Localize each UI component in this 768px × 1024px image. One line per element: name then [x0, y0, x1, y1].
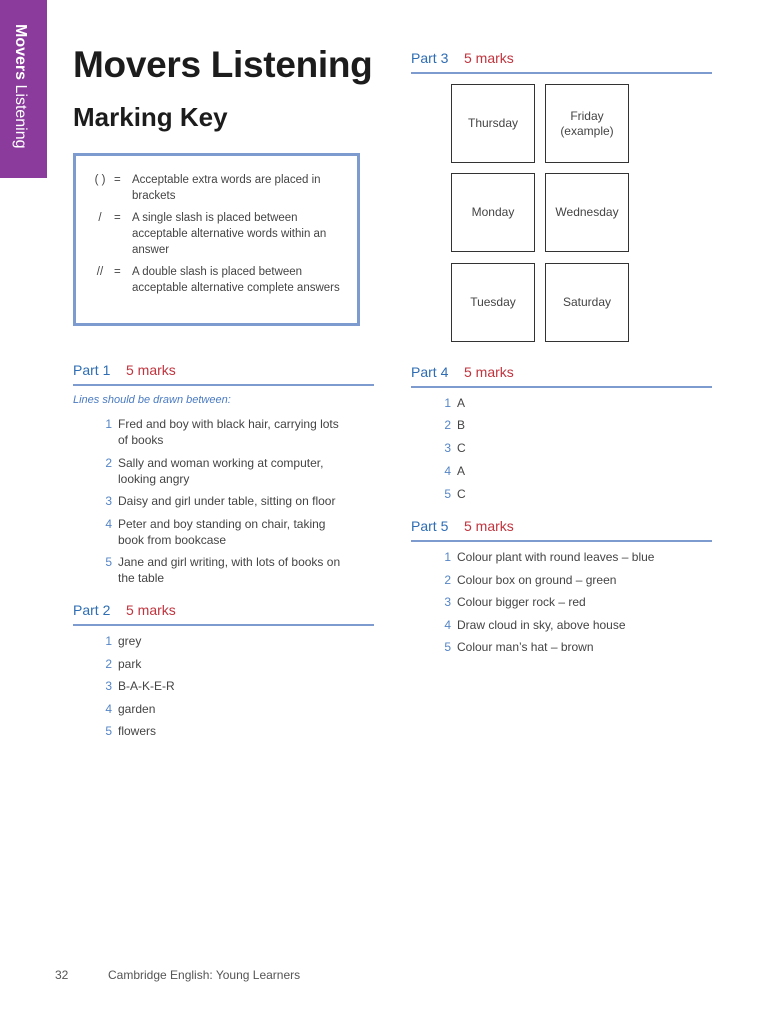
part5-rule [411, 540, 712, 542]
page-subtitle: Marking Key [73, 102, 228, 132]
item-text: Colour man’s hat – brown [457, 640, 594, 654]
part3-rule [411, 72, 712, 74]
key-equals: = [114, 174, 121, 186]
key-description: A double slash is placed between acceptable alternative complete answers [132, 266, 340, 294]
item-text: C [457, 441, 466, 455]
part5-label: Part 5 [411, 518, 449, 534]
item-number: 2 [105, 657, 112, 671]
key-description: A single slash is placed between acceptable alternative words within an answer [132, 212, 327, 256]
item-text: B-A-K-E-R [118, 679, 175, 693]
key-symbol: ( ) [94, 174, 106, 186]
item-text: garden [118, 702, 156, 716]
day-box-friday-example: Friday (example) [545, 84, 629, 163]
key-description: Acceptable extra words are placed in brackets [132, 174, 321, 202]
item-text: Jane and girl writing, with lots of books on the table [118, 555, 341, 585]
item-text: B [457, 418, 466, 432]
day-box-tuesday: Tuesday [451, 263, 535, 342]
item-number: 3 [444, 595, 451, 609]
part4-marks: 5 marks [464, 364, 514, 380]
part1-rule [73, 384, 374, 386]
part2-marks: 5 marks [126, 602, 176, 618]
marking-key-box [73, 153, 360, 326]
item-text: Peter and boy standing on chair, taking book from bookcase [118, 517, 326, 547]
part4-heading [411, 364, 712, 384]
key-equals: = [114, 212, 121, 224]
part3-heading [411, 50, 712, 70]
part5-heading [411, 518, 712, 538]
item-text: flowers [118, 724, 157, 738]
item-number: 5 [444, 640, 451, 654]
item-number: 4 [105, 517, 112, 531]
item-number: 3 [105, 494, 112, 508]
item-text: Daisy and girl under table, sitting on floor [118, 494, 336, 508]
part2-heading [73, 602, 374, 622]
footer-source: Cambridge English: Young Learners [108, 968, 301, 982]
item-number: 1 [444, 550, 451, 564]
item-text: Colour plant with round leaves – blue [457, 550, 655, 564]
part4-rule [411, 386, 712, 388]
item-number: 3 [105, 679, 112, 693]
item-number: 5 [444, 487, 451, 501]
item-text: Draw cloud in sky, above house [457, 618, 626, 632]
item-number: 4 [105, 702, 112, 716]
item-text: Sally and woman working at computer, looking angry [118, 456, 324, 486]
item-text: Colour box on ground – green [457, 573, 617, 587]
day-box-saturday: Saturday [545, 263, 629, 342]
page-title: Movers Listening [73, 44, 373, 85]
part1-heading [73, 362, 374, 382]
item-text: grey [118, 634, 142, 648]
part1-label: Part 1 [73, 362, 111, 378]
side-tab-light: Listening [12, 84, 29, 149]
key-symbol: // [96, 266, 104, 278]
day-box-wednesday: Wednesday [545, 173, 629, 252]
item-text: C [457, 487, 466, 501]
day-box-thursday: Thursday [451, 84, 535, 163]
part1-note: Lines should be drawn between: [73, 394, 231, 406]
part2-label: Part 2 [73, 602, 111, 618]
item-text: Fred and boy with black hair, carrying lots of books [118, 417, 339, 447]
part5-marks: 5 marks [464, 518, 514, 534]
page-number: 32 [55, 968, 69, 982]
side-tab-label [11, 24, 29, 149]
item-number: 1 [105, 634, 112, 648]
item-number: 2 [444, 573, 451, 587]
item-number: 2 [105, 456, 112, 470]
part4-label: Part 4 [411, 364, 449, 380]
item-number: 4 [444, 464, 451, 478]
key-equals: = [114, 266, 121, 278]
item-number: 3 [444, 441, 451, 455]
side-tab [0, 0, 47, 178]
part3-marks: 5 marks [464, 50, 514, 66]
item-number: 5 [105, 724, 112, 738]
item-text: park [118, 657, 142, 671]
part2-rule [73, 624, 374, 626]
side-tab-bold: Movers [12, 24, 29, 81]
item-text: Colour bigger rock – red [457, 595, 586, 609]
item-number: 4 [444, 618, 451, 632]
item-text: A [457, 464, 466, 478]
item-number: 5 [105, 555, 112, 569]
key-symbol: / [98, 212, 102, 224]
item-number: 2 [444, 418, 451, 432]
part3-label: Part 3 [411, 50, 449, 66]
day-box-monday: Monday [451, 173, 535, 252]
item-text: A [457, 396, 466, 410]
item-number: 1 [444, 396, 451, 410]
item-number: 1 [105, 417, 112, 431]
part1-marks: 5 marks [126, 362, 176, 378]
